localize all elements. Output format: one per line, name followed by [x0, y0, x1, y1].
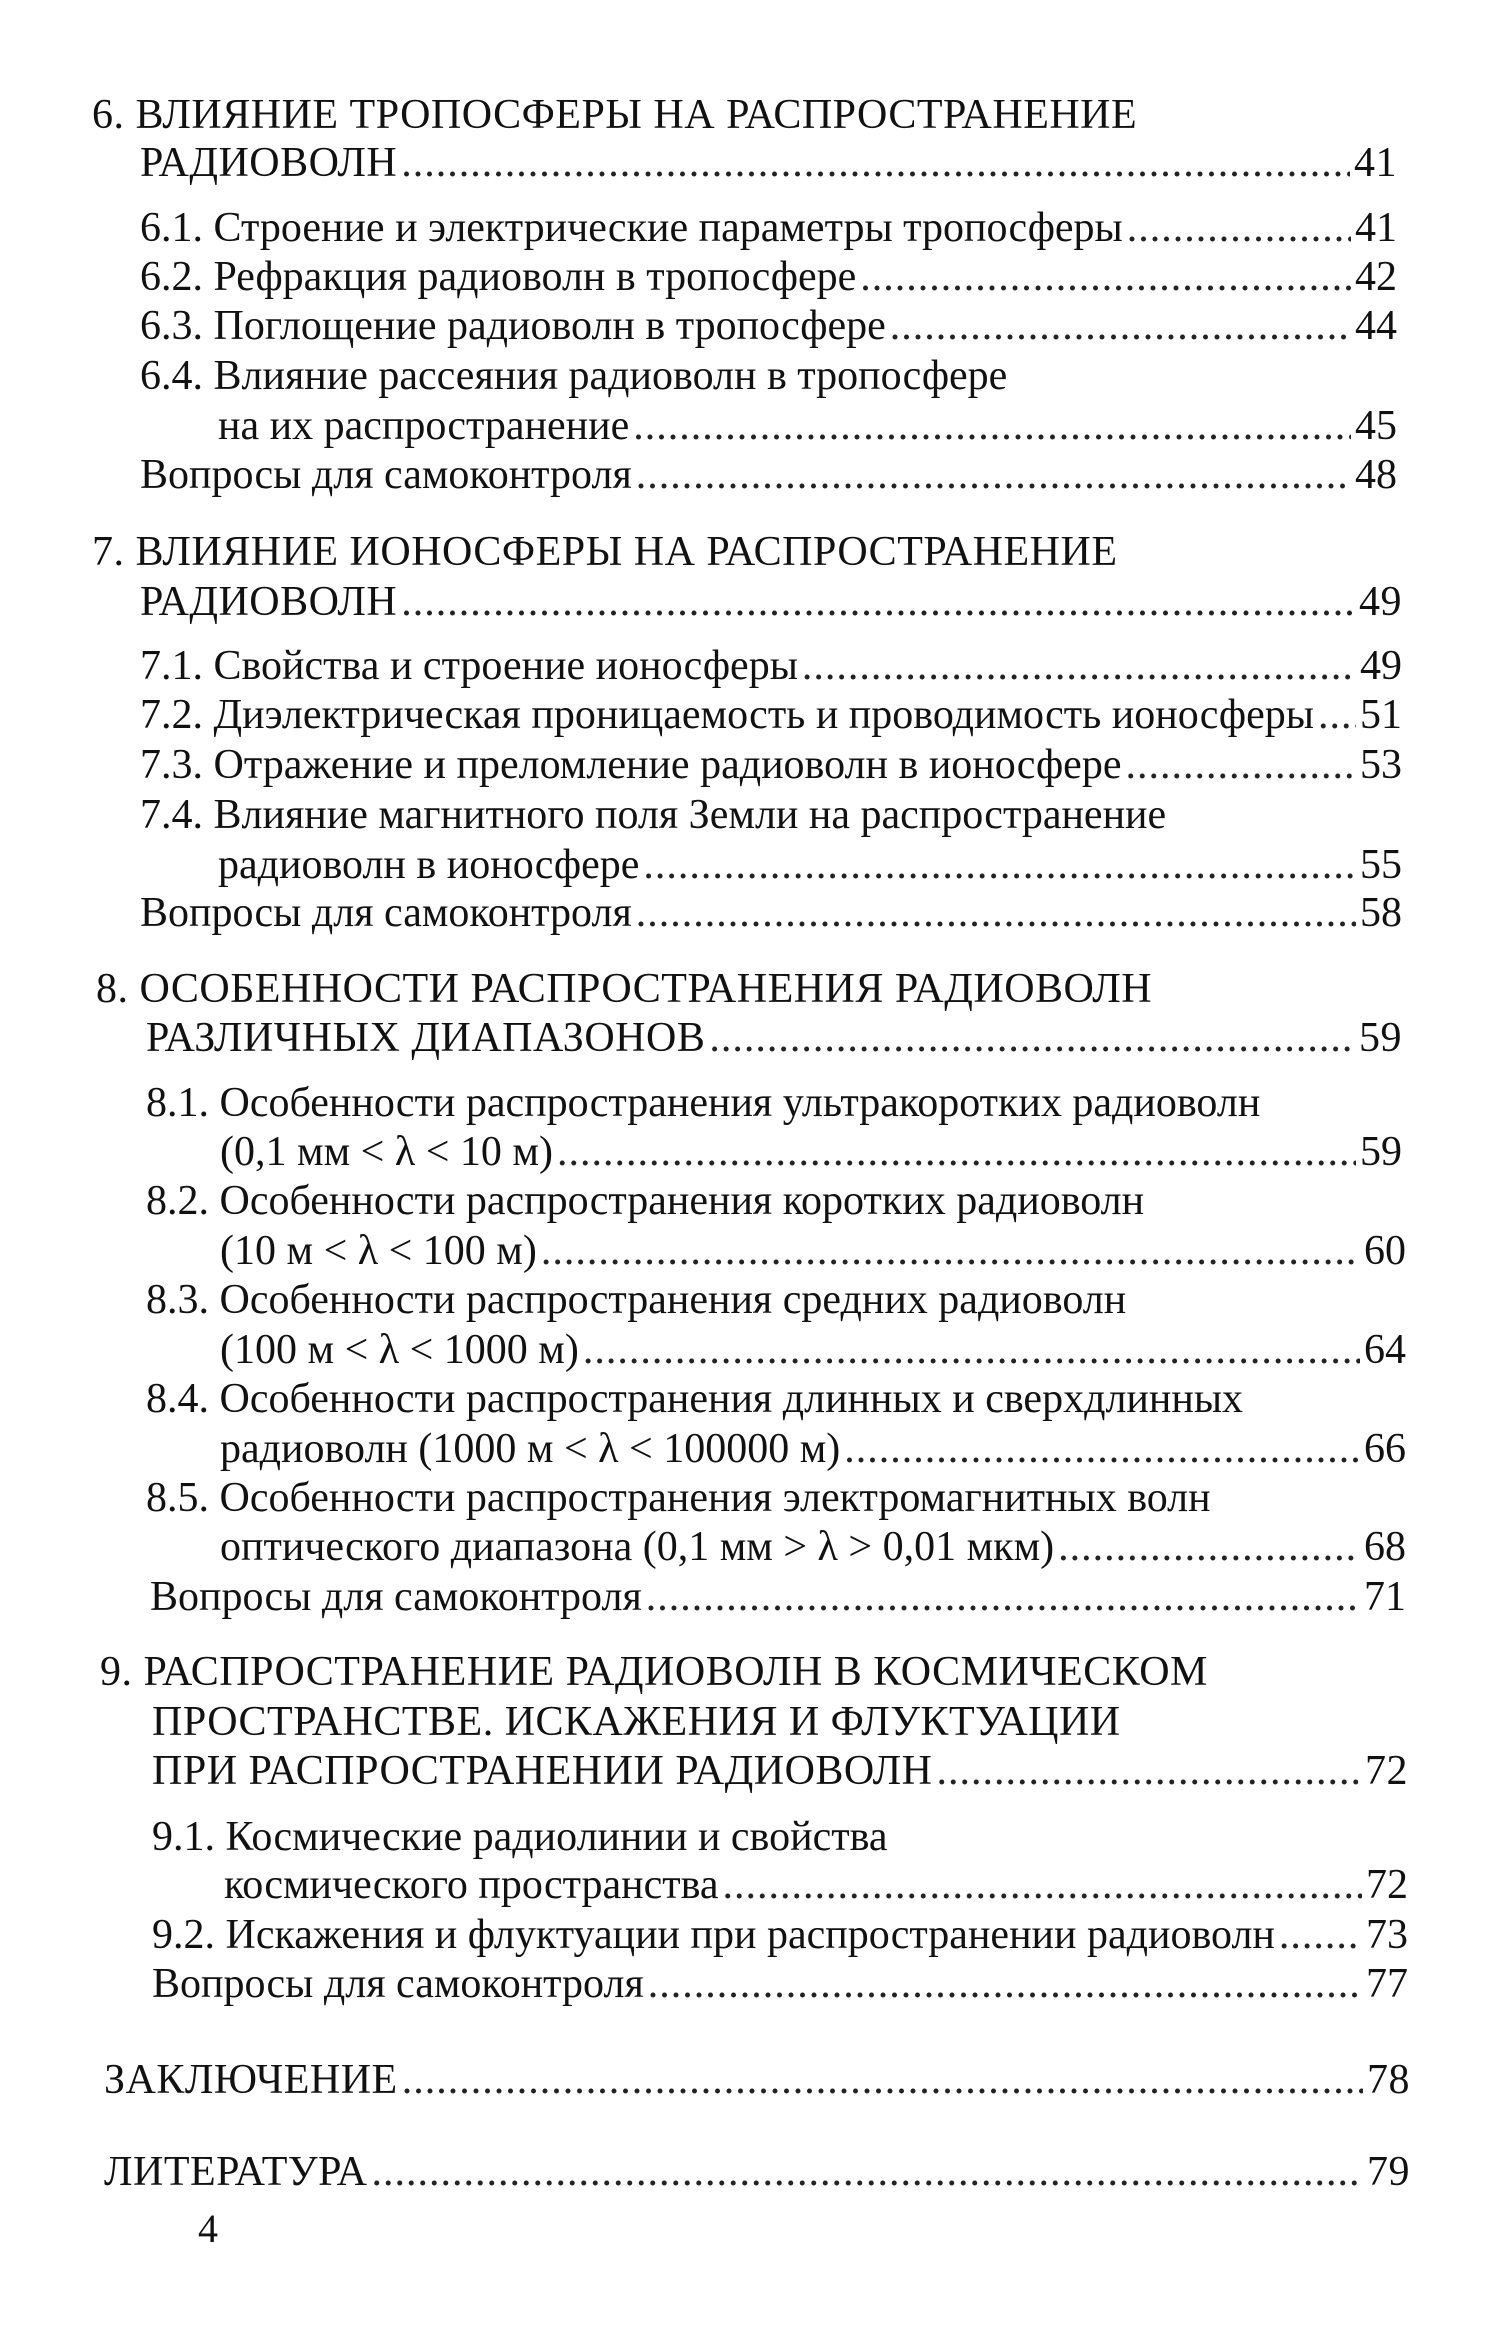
- section-label: оптического диапазона (0,1 мм > λ > 0,01 мкм): [220, 1524, 1055, 1570]
- leader-dots: [860, 252, 1351, 302]
- page-ref: 60: [1364, 1228, 1406, 1274]
- chapter-8-title-line-2: РАЗЛИЧНЫХ ДИАПАЗОНОВ: [146, 1015, 706, 1061]
- section-6-1[interactable]: [140, 203, 1397, 253]
- section-label: (100 м < λ < 1000 м): [220, 1327, 579, 1373]
- section-7-1[interactable]: [140, 641, 1402, 691]
- section-8-4-line-1: 8.4. Особенности распространения длинных и сверхдлинных: [146, 1376, 1244, 1422]
- section-8-3[interactable]: [220, 1325, 1406, 1375]
- section-label: 6.2. Рефракция радиоволн в тропосфере: [140, 254, 857, 300]
- leader-dots: [1058, 1522, 1360, 1572]
- page-ref: 72: [1365, 1748, 1408, 1794]
- section-8-1-line-1: 8.1. Особенности распространения ультракоротких радиоволн: [146, 1080, 1261, 1126]
- page-ref: 41: [1354, 140, 1397, 186]
- chapter-6-title-line-1: 6. ВЛИЯНИЕ ТРОПОСФЕРЫ НА РАСПРОСТРАНЕНИЕ: [92, 92, 1138, 138]
- section-label: Вопросы для самоконтроля: [140, 890, 632, 936]
- section-6-4-line-1: 6.4. Влияние рассеяния радиоволн в тропосфере: [140, 353, 1008, 399]
- page-ref: 68: [1364, 1524, 1406, 1570]
- page-ref: 55: [1360, 842, 1402, 888]
- page-ref: 41: [1355, 205, 1397, 251]
- section-9-1-line-1: 9.1. Космические радиолинии и свойства: [152, 1814, 888, 1860]
- section-7-3[interactable]: [140, 740, 1402, 790]
- page-ref: 64: [1364, 1327, 1406, 1373]
- leader-dots: [401, 138, 1350, 188]
- self-check-questions-6[interactable]: [140, 450, 1397, 500]
- leader-dots: [541, 1226, 1360, 1276]
- section-label: 9.2. Искажения и флуктуации при распространении радиоволн: [152, 1912, 1275, 1958]
- page-ref: 51: [1360, 692, 1402, 738]
- section-label: Вопросы для самоконтроля: [150, 1574, 642, 1620]
- page-ref: 79: [1367, 2149, 1410, 2195]
- section-label: 6.3. Поглощение радиоволн в тропосфере: [140, 303, 886, 349]
- section-7-4-line-1: 7.4. Влияние магнитного поля Земли на распространение: [140, 792, 1167, 838]
- leader-dots: [802, 641, 1356, 691]
- section-9-2[interactable]: [152, 1910, 1408, 1960]
- chapter-8-title-line-1: 8. ОСОБЕННОСТИ РАСПРОСТРАНЕНИЯ РАДИОВОЛН: [96, 966, 1153, 1012]
- page-ref: 78: [1367, 2057, 1410, 2103]
- section-label: 7.3. Отражение и преломление радиоволн в ионосфере: [140, 742, 1122, 788]
- page-ref: 45: [1355, 403, 1397, 449]
- page-ref: 48: [1355, 452, 1397, 498]
- chapter-7-title-line-2: РАДИОВОЛН: [140, 579, 398, 625]
- leader-dots: [557, 1127, 1356, 1177]
- section-label: радиоволн в ионосфере: [218, 842, 640, 888]
- literature-entry[interactable]: [104, 2147, 1410, 2197]
- section-6-2[interactable]: [140, 252, 1397, 302]
- leader-dots: [1318, 690, 1356, 740]
- page-ref: 72: [1366, 1862, 1408, 1908]
- chapter-9-title-line-2: ПРОСТРАНСТВЕ. ИСКАЖЕНИЯ И ФЛУКТУАЦИИ: [152, 1699, 1121, 1745]
- self-check-questions-8[interactable]: [150, 1572, 1406, 1622]
- section-label: (0,1 мм < λ < 10 м): [220, 1129, 553, 1175]
- leader-dots: [722, 1860, 1362, 1910]
- leader-dots: [583, 1325, 1360, 1375]
- page-number: 4: [198, 2206, 218, 2251]
- page-ref: 71: [1364, 1574, 1406, 1620]
- section-8-3-line-1: 8.3. Особенности распространения средних радиоволн: [146, 1277, 1127, 1323]
- section-7-2[interactable]: [140, 690, 1402, 740]
- section-label: радиоволн (1000 м < λ < 100000 м): [220, 1426, 841, 1472]
- leader-dots: [636, 450, 1351, 500]
- page-ref: 73: [1366, 1912, 1408, 1958]
- conclusion-title: ЗАКЛЮЧЕНИЕ: [104, 2057, 398, 2103]
- section-7-4[interactable]: [218, 840, 1402, 890]
- page-ref: 49: [1360, 643, 1402, 689]
- section-label: 6.1. Строение и электрические параметры тропосферы: [140, 205, 1123, 251]
- leader-dots: [936, 1746, 1361, 1796]
- section-label: 7.2. Диэлектрическая проницаемость и проводимость ионосферы: [140, 692, 1314, 738]
- page-ref: 53: [1360, 742, 1402, 788]
- chapter-9-title-line-3: ПРИ РАСПРОСТРАНЕНИИ РАДИОВОЛН: [152, 1748, 933, 1794]
- leader-dots: [1279, 1910, 1362, 1960]
- page-ref: 44: [1355, 303, 1397, 349]
- conclusion-entry[interactable]: [104, 2055, 1410, 2105]
- leader-dots: [1127, 203, 1351, 253]
- leader-dots: [1125, 740, 1356, 790]
- section-8-4[interactable]: [220, 1424, 1406, 1474]
- page-ref: 77: [1366, 1961, 1408, 2007]
- section-label: на их распространение: [218, 403, 630, 449]
- chapter-9-title-line-1: 9. РАСПРОСТРАНЕНИЕ РАДИОВОЛН В КОСМИЧЕСКОМ: [100, 1649, 1208, 1695]
- section-6-4[interactable]: [218, 401, 1397, 451]
- chapter-8-entry[interactable]: [146, 1013, 1402, 1063]
- chapter-7-title-line-1: 7. ВЛИЯНИЕ ИОНОСФЕРЫ НА РАСПРОСТРАНЕНИЕ: [92, 529, 1118, 575]
- section-9-1[interactable]: [224, 1860, 1408, 1910]
- leader-dots: [633, 401, 1351, 451]
- section-8-5[interactable]: [220, 1522, 1406, 1572]
- section-8-1[interactable]: [220, 1127, 1402, 1177]
- section-label: Вопросы для самоконтроля: [140, 452, 632, 498]
- chapter-6-entry[interactable]: [140, 138, 1397, 188]
- section-8-2[interactable]: [220, 1226, 1406, 1276]
- leader-dots: [646, 1572, 1360, 1622]
- self-check-questions-7[interactable]: [140, 888, 1402, 938]
- leader-dots: [371, 2147, 1363, 2197]
- page-ref: 59: [1360, 1129, 1402, 1175]
- section-label: 7.1. Свойства и строение ионосферы: [140, 643, 798, 689]
- section-8-5-line-1: 8.5. Особенности распространения электромагнитных волн: [146, 1475, 1211, 1521]
- literature-title: ЛИТЕРАТУРА: [104, 2149, 368, 2195]
- page-ref: 66: [1364, 1426, 1406, 1472]
- page-ref: 42: [1355, 254, 1397, 300]
- chapter-7-entry[interactable]: [140, 577, 1402, 627]
- section-label: космического пространства: [224, 1862, 719, 1908]
- section-6-3[interactable]: [140, 301, 1397, 351]
- leader-dots: [402, 2055, 1363, 2105]
- page-ref: 49: [1359, 579, 1402, 625]
- self-check-questions-9[interactable]: [152, 1959, 1408, 2009]
- leader-dots: [401, 577, 1355, 627]
- leader-dots: [636, 888, 1356, 938]
- leader-dots: [844, 1424, 1360, 1474]
- section-8-2-line-1: 8.2. Особенности распространения коротких радиоволн: [146, 1178, 1145, 1224]
- chapter-9-entry[interactable]: [152, 1746, 1408, 1796]
- section-label: (10 м < λ < 100 м): [220, 1228, 537, 1274]
- page-ref: 58: [1360, 890, 1402, 936]
- leader-dots: [643, 840, 1356, 890]
- page-ref: 59: [1359, 1015, 1402, 1061]
- leader-dots: [648, 1959, 1362, 2009]
- section-label: Вопросы для самоконтроля: [152, 1961, 644, 2007]
- leader-dots: [890, 301, 1351, 351]
- leader-dots: [709, 1013, 1355, 1063]
- chapter-6-title-line-2: РАДИОВОЛН: [140, 140, 398, 186]
